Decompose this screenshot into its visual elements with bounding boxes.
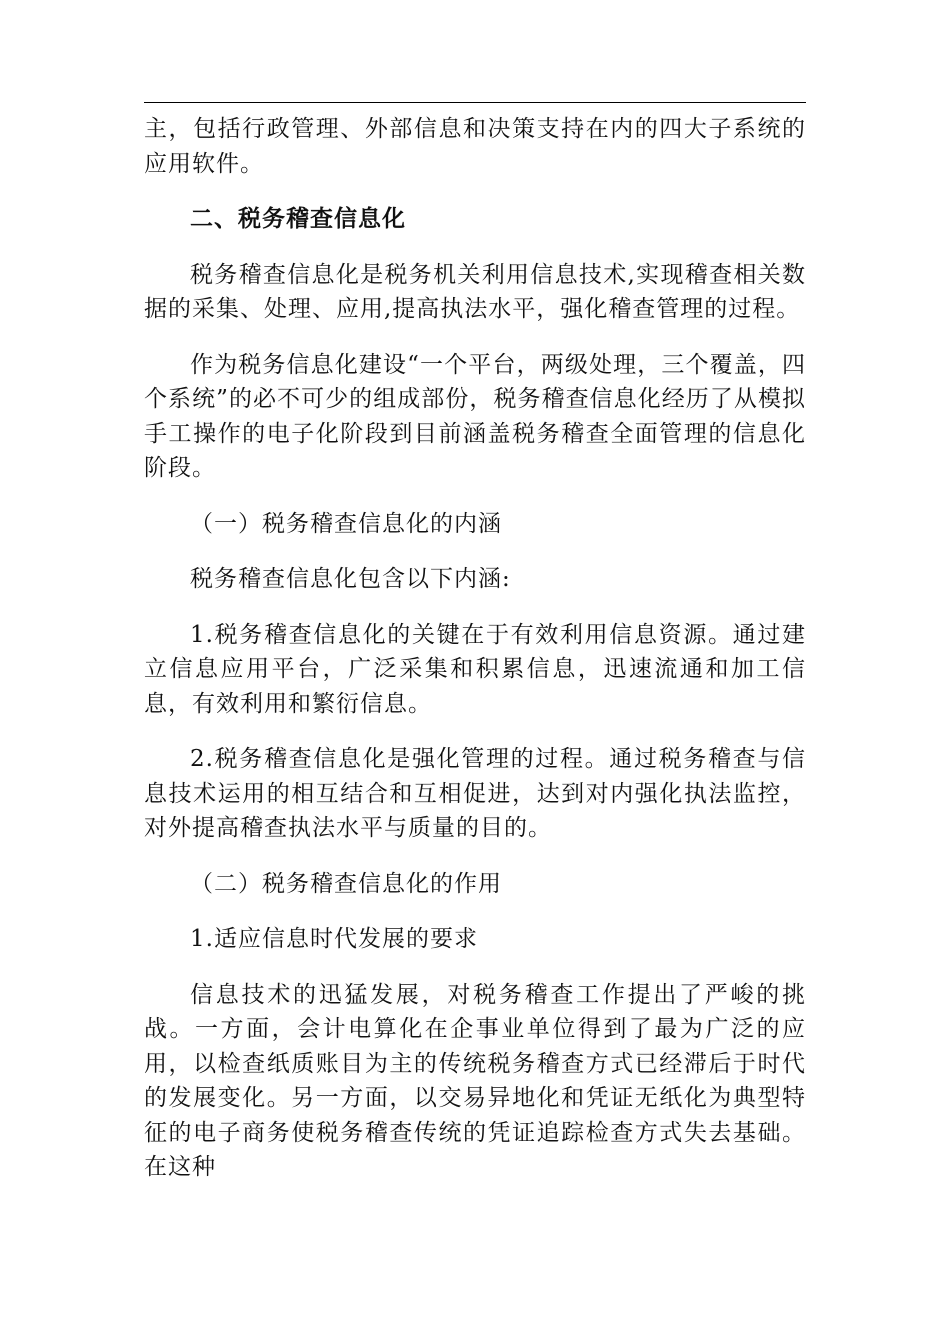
paragraph-challenge: 信息技术的迅猛发展，对税务稽查工作提出了严峻的挑战。一方面，会计电算化在企事业单位得到了最为广泛的应用，以检查纸质账目为主的传统税务稽查方式已经滞后于时代的发展变化。另一方面，以交易异地化和凭证无纸化为典型特征的电子商务使税务稽查传统的凭证追踪检查方式失去基础。在这种: [144, 981, 806, 1180]
list-item-2: 2.税务稽查信息化是强化管理的过程。通过税务稽查与信息技术运用的相互结合和互相促进，达到对内强化执法监控，对外提高稽查执法水平与质量的目的。: [144, 746, 806, 841]
header-rule: [144, 102, 806, 103]
paragraph-history: 作为税务信息化建设“一个平台，两级处理，三个覆盖，四个系统”的必不可少的组成部份，税务稽查信息化经历了从模拟手工操作的电子化阶段到目前涵盖税务稽查全面管理的信息化阶段。: [144, 351, 806, 481]
section-heading: 二、税务稽查信息化: [190, 206, 406, 232]
paragraph-definition: 税务稽查信息化是税务机关利用信息技术,实现稽查相关数据的采集、处理、应用,提高执法水平，强化稽查管理的过程。: [144, 261, 806, 322]
list-item-1: 1.税务稽查信息化的关键在于有效利用信息资源。通过建立信息应用平台，广泛采集和积累信息，迅速流通和加工信息，有效利用和繁衍信息。: [144, 621, 806, 717]
role-item-1-title: 1.适应信息时代发展的要求: [190, 926, 478, 952]
paragraph-continuation: 主，包括行政管理、外部信息和决策支持在内的四大子系统的应用软件。: [144, 116, 806, 177]
subsection-heading-role: （二）税务稽查信息化的作用: [190, 870, 502, 897]
subsection-heading-connotation: （一）税务稽查信息化的内涵: [190, 510, 502, 537]
paragraph-connotation-intro: 税务稽查信息化包含以下内涵:: [190, 566, 511, 592]
document-body: [144, 112, 806, 1206]
